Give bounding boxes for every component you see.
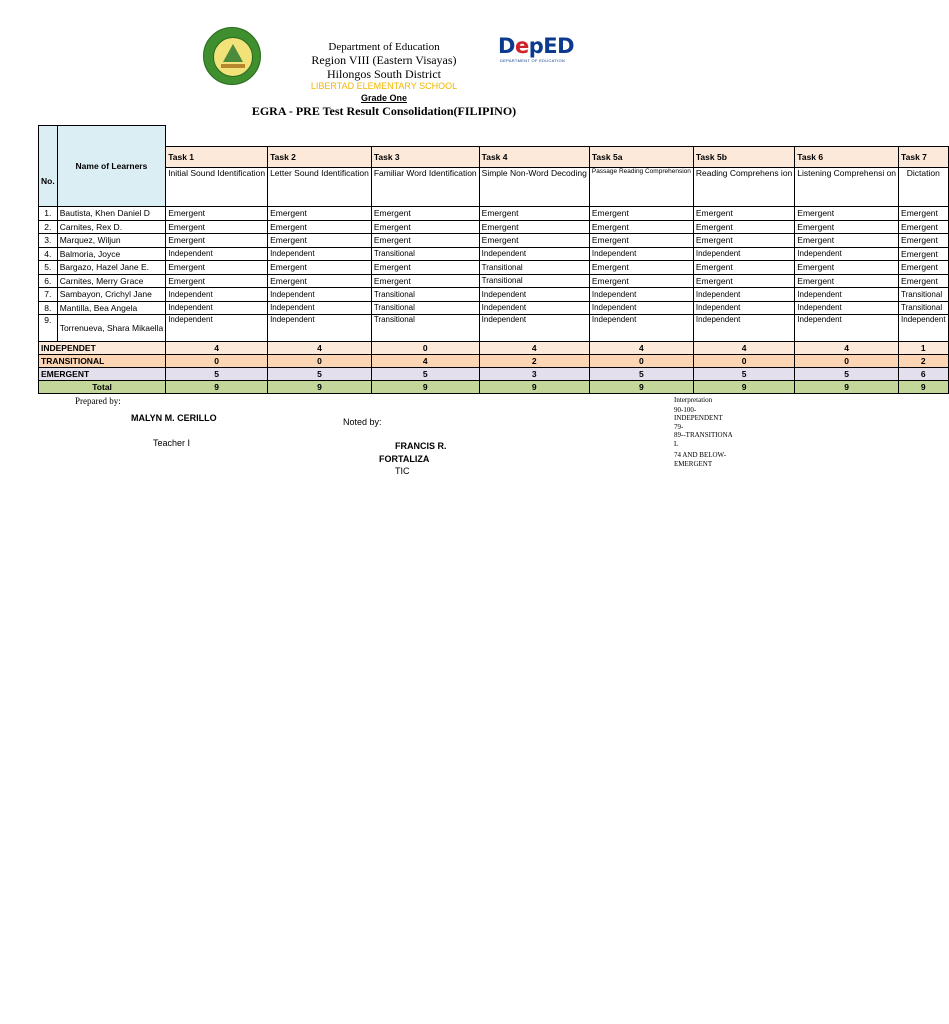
summary-value: 9 <box>589 381 693 394</box>
result-cell: Emergent <box>795 234 899 248</box>
result-cell: Emergent <box>268 274 372 288</box>
summary-value: 0 <box>166 355 268 368</box>
result-cell: Independent <box>589 288 693 302</box>
learner-name: Bautista, Khen Daniel D <box>57 207 165 221</box>
result-cell: Independent <box>693 301 794 315</box>
summary-value: 5 <box>166 368 268 381</box>
result-cell: Emergent <box>479 207 589 221</box>
result-cell: Emergent <box>479 234 589 248</box>
result-cell: Emergent <box>371 234 479 248</box>
result-cell: Emergent <box>589 234 693 248</box>
result-cell: Independent <box>166 247 268 261</box>
row-number: 6. <box>39 274 58 288</box>
row-number: 8. <box>39 301 58 315</box>
result-cell: Emergent <box>371 261 479 275</box>
summary-value: 9 <box>268 381 372 394</box>
result-cell: Independent <box>795 247 899 261</box>
result-cell: Independent <box>166 301 268 315</box>
result-cell: Independent <box>479 247 589 261</box>
result-cell: Independent <box>268 288 372 302</box>
result-cell: Independent <box>479 288 589 302</box>
table-row <box>39 315 949 342</box>
result-cell: Transitional <box>479 261 589 275</box>
summary-value: 4 <box>589 342 693 355</box>
result-cell: Emergent <box>693 261 794 275</box>
summary-row <box>39 355 949 368</box>
summary-label: Total <box>39 381 166 394</box>
result-cell: Independent <box>589 247 693 261</box>
summary-row <box>39 342 949 355</box>
result-cell: Emergent <box>166 234 268 248</box>
interpretation-legend: Interpretation 90-100- INDEPENDENT 79- 89--TRANSITIONA L 74 AND BELOW- EMERGENT <box>674 396 733 468</box>
summary-label: INDEPENDET <box>39 342 166 355</box>
summary-value: 6 <box>899 368 949 381</box>
summary-label: EMERGENT <box>39 368 166 381</box>
table-row <box>39 247 949 261</box>
learner-name: Sambayon, Crichyl Jane <box>57 288 165 302</box>
result-cell: Independent <box>268 247 372 261</box>
summary-value: 5 <box>795 368 899 381</box>
noter-name-line1: FRANCIS R. <box>395 441 447 451</box>
preparer-name: MALYN M. CERILLO <box>131 413 217 423</box>
table-row <box>39 220 949 234</box>
result-cell: Emergent <box>166 220 268 234</box>
row-number: 1. <box>39 207 58 221</box>
learner-name: Carnites, Rex D. <box>57 220 165 234</box>
summary-value: 4 <box>479 342 589 355</box>
result-cell: Independent <box>795 288 899 302</box>
summary-value: 9 <box>795 381 899 394</box>
task-description: Dictation <box>899 168 949 207</box>
summary-value: 4 <box>371 355 479 368</box>
result-cell: Emergent <box>899 220 949 234</box>
result-cell: Emergent <box>795 207 899 221</box>
summary-value: 9 <box>479 381 589 394</box>
result-cell: Emergent <box>371 274 479 288</box>
row-number: 5. <box>39 261 58 275</box>
result-cell: Emergent <box>693 274 794 288</box>
summary-row <box>39 368 949 381</box>
result-cell: Emergent <box>166 207 268 221</box>
result-cell: Emergent <box>693 207 794 221</box>
result-cell: Emergent <box>589 220 693 234</box>
result-cell: Emergent <box>268 261 372 275</box>
result-cell: Emergent <box>268 207 372 221</box>
summary-value: 2 <box>479 355 589 368</box>
task-header: Task 6 <box>795 147 899 168</box>
result-cell: Independent <box>693 288 794 302</box>
task-description: Familiar Word Identification <box>371 168 479 207</box>
result-cell: Transitional <box>371 288 479 302</box>
summary-value: 5 <box>693 368 794 381</box>
summary-value: 1 <box>899 342 949 355</box>
result-cell: Independent <box>166 315 268 342</box>
result-cell: Emergent <box>795 274 899 288</box>
result-cell: Independent <box>589 301 693 315</box>
learner-name: Marquez, Wiljun <box>57 234 165 248</box>
result-cell: Emergent <box>166 261 268 275</box>
summary-value: 9 <box>371 381 479 394</box>
result-cell: Emergent <box>166 274 268 288</box>
learner-name: Carnites, Merry Grace <box>57 274 165 288</box>
summary-value: 4 <box>795 342 899 355</box>
result-cell: Emergent <box>899 274 949 288</box>
task-header: Task 5a <box>589 147 693 168</box>
district-name: Hilongos South District <box>326 67 441 81</box>
task-description: Listening Comprehensi on <box>795 168 899 207</box>
table-row <box>39 301 949 315</box>
noter-title: TIC <box>395 466 410 476</box>
result-cell: Emergent <box>479 220 589 234</box>
summary-value: 0 <box>268 355 372 368</box>
task-header: Task 3 <box>371 147 479 168</box>
prepared-by-label: Prepared by: <box>75 396 121 406</box>
result-cell: Independent <box>268 301 372 315</box>
task-header: Task 4 <box>479 147 589 168</box>
summary-value: 0 <box>371 342 479 355</box>
task-description: Reading Comprehens ion <box>693 168 794 207</box>
row-number: 3. <box>39 234 58 248</box>
table-row <box>39 261 949 275</box>
result-cell: Transitional <box>371 315 479 342</box>
school-name: LIBERTAD ELEMENTARY SCHOOL <box>310 81 458 91</box>
col-name-header: Name of Learners <box>57 126 165 207</box>
summary-value: 9 <box>693 381 794 394</box>
result-cell: Independent <box>693 315 794 342</box>
task-description: Letter Sound Identification <box>268 168 372 207</box>
summary-value: 0 <box>795 355 899 368</box>
task-description: Simple Non-Word Decoding <box>479 168 589 207</box>
result-cell: Emergent <box>899 234 949 248</box>
noted-by-label: Noted by: <box>343 417 382 427</box>
result-cell: Emergent <box>693 234 794 248</box>
summary-value: 4 <box>693 342 794 355</box>
deped-logo: DepED DEPARTMENT OF EDUCATION <box>498 34 574 63</box>
row-number: 7. <box>39 288 58 302</box>
result-cell: Emergent <box>589 274 693 288</box>
row-number: 4. <box>39 247 58 261</box>
table-row <box>39 274 949 288</box>
result-cell: Independent <box>899 315 949 342</box>
result-cell: Emergent <box>899 261 949 275</box>
summary-value: 9 <box>166 381 268 394</box>
summary-value: 4 <box>166 342 268 355</box>
result-cell: Emergent <box>589 261 693 275</box>
table-row <box>39 234 949 248</box>
result-cell: Emergent <box>589 207 693 221</box>
table-row <box>39 207 949 221</box>
summary-value: 5 <box>371 368 479 381</box>
results-table <box>38 125 949 394</box>
task-header: Task 1 <box>166 147 268 168</box>
summary-value: 2 <box>899 355 949 368</box>
result-cell: Emergent <box>693 220 794 234</box>
result-cell: Independent <box>479 301 589 315</box>
summary-value: 5 <box>268 368 372 381</box>
result-cell: Emergent <box>795 261 899 275</box>
result-cell: Emergent <box>899 247 949 261</box>
learner-name: Torrenueva, Shara Mikaella <box>57 315 165 342</box>
result-cell: Emergent <box>899 207 949 221</box>
result-cell: Transitional <box>899 301 949 315</box>
region-name: Region VIII (Eastern Visayas) <box>311 53 457 67</box>
result-cell: Transitional <box>479 274 589 288</box>
dept-name: Department of Education <box>328 41 440 53</box>
result-cell: Emergent <box>268 234 372 248</box>
result-cell: Independent <box>795 301 899 315</box>
result-cell: Emergent <box>268 220 372 234</box>
result-cell: Independent <box>166 288 268 302</box>
grade-label: Grade One <box>360 93 407 103</box>
task-description: Passage Reading Comprehension <box>589 168 693 207</box>
summary-value: 3 <box>479 368 589 381</box>
result-cell: Emergent <box>371 220 479 234</box>
task-header: Task 5b <box>693 147 794 168</box>
summary-value: 9 <box>899 381 949 394</box>
result-cell: Emergent <box>371 207 479 221</box>
result-cell: Emergent <box>795 220 899 234</box>
summary-row <box>39 381 949 394</box>
summary-value: 5 <box>589 368 693 381</box>
task-header: Task 7 <box>899 147 949 168</box>
row-number: 9. <box>39 315 58 342</box>
summary-value: 4 <box>268 342 372 355</box>
result-cell: Independent <box>479 315 589 342</box>
result-cell: Independent <box>589 315 693 342</box>
row-number: 2. <box>39 220 58 234</box>
result-cell: Transitional <box>371 247 479 261</box>
task-header: Task 2 <box>268 147 372 168</box>
header-spacer <box>166 126 948 147</box>
result-cell: Independent <box>693 247 794 261</box>
summary-value: 0 <box>693 355 794 368</box>
preparer-title: Teacher I <box>153 438 191 448</box>
page-title: EGRA - PRE Test Result Consolidation(FILIPINO) <box>251 104 517 118</box>
noter-name-line2: FORTALIZA <box>379 454 430 464</box>
summary-value: 0 <box>589 355 693 368</box>
task-description: Initial Sound Identification <box>166 168 268 207</box>
result-cell: Independent <box>795 315 899 342</box>
result-cell: Independent <box>268 315 372 342</box>
table-row <box>39 288 949 302</box>
result-cell: Transitional <box>371 301 479 315</box>
result-cell: Transitional <box>899 288 949 302</box>
learner-name: Balmoria, Joyce <box>57 247 165 261</box>
learner-name: Bargazo, Hazel Jane E. <box>57 261 165 275</box>
col-no-header: No. <box>39 126 58 207</box>
summary-label: TRANSITIONAL <box>39 355 166 368</box>
learner-name: Mantilla, Bea Angela <box>57 301 165 315</box>
